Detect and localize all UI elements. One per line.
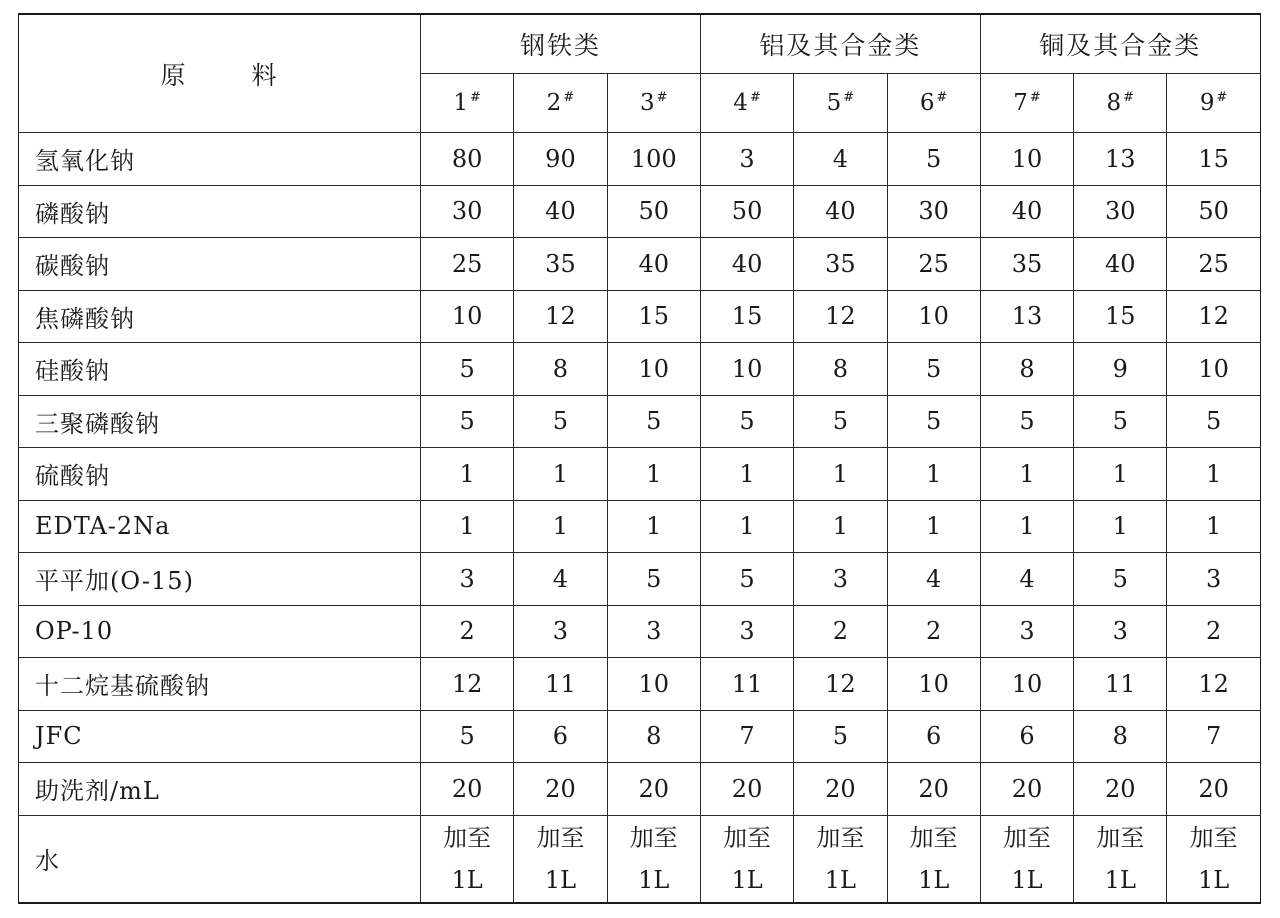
sample-header-4: [700, 74, 793, 133]
value-cell: 1: [887, 500, 980, 553]
value-cell: 10: [980, 658, 1073, 711]
table-row: [19, 710, 1261, 763]
value-line-1: 加至: [629, 823, 678, 852]
sample-number: 5: [826, 90, 842, 116]
value-cell: 10: [1167, 343, 1260, 396]
sample-number: 9: [1199, 90, 1215, 116]
value-cell: 5: [887, 133, 980, 186]
table-row: [19, 500, 1261, 553]
value-cell: 2: [421, 605, 514, 658]
value-cell: 3: [514, 605, 607, 658]
sample-header-8: [1074, 74, 1167, 133]
value-cell: 11: [514, 658, 607, 711]
value-cell: 6: [514, 710, 607, 763]
sample-mark: #: [563, 90, 575, 105]
value-cell: 20: [514, 763, 607, 816]
sample-header-5: [794, 74, 887, 133]
value-cell: 6: [887, 710, 980, 763]
value-cell: 3: [980, 605, 1073, 658]
value-cell: 30: [421, 185, 514, 238]
value-cell: 20: [1167, 763, 1260, 816]
value-cell: 30: [1074, 185, 1167, 238]
value-cell: 40: [514, 185, 607, 238]
table-row: [19, 238, 1261, 291]
sample-number: 6: [919, 90, 935, 116]
value-cell: 20: [607, 763, 700, 816]
material-name: 助洗剂/mL: [19, 763, 421, 816]
value-cell: 1: [980, 500, 1073, 553]
value-cell: 50: [1167, 185, 1260, 238]
table-row: [19, 395, 1261, 448]
sample-mark: #: [936, 90, 948, 105]
raw-material-header: [19, 14, 421, 133]
material-name: 碳酸钠: [19, 238, 421, 291]
value-cell: 12: [1167, 290, 1260, 343]
table-body: [19, 133, 1261, 903]
group-header-steel: 钢铁类: [421, 14, 701, 74]
value-cell: 1: [1167, 448, 1260, 501]
value-cell: 4: [514, 553, 607, 606]
table-row: [19, 185, 1261, 238]
value-cell: 15: [607, 290, 700, 343]
table-row: [19, 763, 1261, 816]
value-cell: 1: [1074, 500, 1167, 553]
value-cell: 5: [421, 395, 514, 448]
value-cell: 7: [700, 710, 793, 763]
value-cell: 1: [514, 448, 607, 501]
value-cell: 20: [794, 763, 887, 816]
value-cell: 100: [607, 133, 700, 186]
header-row-groups: [19, 14, 1261, 74]
value-cell: 40: [1074, 238, 1167, 291]
sample-mark: #: [1029, 90, 1041, 105]
value-cell: 10: [980, 133, 1073, 186]
value-line-1: 加至: [909, 823, 958, 852]
value-cell: 5: [794, 395, 887, 448]
value-cell: 35: [794, 238, 887, 291]
value-line-2: 1L: [544, 865, 577, 894]
value-cell: 8: [607, 710, 700, 763]
value-cell: 25: [887, 238, 980, 291]
value-cell: 9: [1074, 343, 1167, 396]
value-cell: [421, 815, 514, 903]
value-cell: 5: [607, 553, 700, 606]
value-cell: 5: [700, 395, 793, 448]
sample-number: 7: [1013, 90, 1028, 116]
value-cell: 15: [1167, 133, 1260, 186]
value-cell: 1: [887, 448, 980, 501]
sample-number: 2: [546, 90, 562, 116]
sample-mark: #: [470, 90, 481, 105]
value-line-1: 加至: [1096, 823, 1145, 852]
value-cell: 4: [794, 133, 887, 186]
value-cell: 2: [1167, 605, 1260, 658]
value-cell: 12: [1167, 658, 1260, 711]
value-cell: 30: [887, 185, 980, 238]
value-cell: 1: [794, 500, 887, 553]
value-cell: 3: [794, 553, 887, 606]
value-cell: 2: [794, 605, 887, 658]
value-cell: 5: [1167, 395, 1260, 448]
material-name: 水: [19, 815, 421, 903]
sample-mark: #: [843, 90, 855, 105]
value-cell: 1: [700, 500, 793, 553]
value-cell: 1: [421, 448, 514, 501]
value-cell: 1: [980, 448, 1073, 501]
value-cell: 35: [514, 238, 607, 291]
value-cell: [980, 815, 1073, 903]
raw-material-header-char2: 料: [251, 60, 279, 90]
value-cell: 3: [1167, 553, 1260, 606]
material-name: OP-10: [19, 605, 421, 658]
value-line-2: 1L: [638, 865, 670, 894]
value-cell: 5: [607, 395, 700, 448]
table-row: [19, 658, 1261, 711]
value-cell: 15: [1074, 290, 1167, 343]
sample-mark: #: [656, 90, 668, 105]
value-cell: 5: [700, 553, 793, 606]
sample-mark: #: [1123, 90, 1135, 105]
value-cell: 15: [700, 290, 793, 343]
material-name: 磷酸钠: [19, 185, 421, 238]
sample-mark: #: [749, 90, 761, 105]
value-cell: 50: [607, 185, 700, 238]
table-row: [19, 343, 1261, 396]
value-cell: 12: [794, 290, 887, 343]
table-row: [19, 605, 1261, 658]
raw-material-header-char1: 原: [160, 60, 188, 90]
value-cell: [887, 815, 980, 903]
value-line-1: 加至: [536, 823, 585, 852]
value-cell: 20: [887, 763, 980, 816]
value-cell: 90: [514, 133, 607, 186]
value-line-2: 1L: [451, 865, 483, 894]
material-name: 硫酸钠: [19, 448, 421, 501]
value-cell: 3: [421, 553, 514, 606]
sample-mark: #: [1216, 90, 1228, 105]
value-cell: 2: [887, 605, 980, 658]
value-cell: 50: [700, 185, 793, 238]
table-row: [19, 553, 1261, 606]
value-cell: 20: [421, 763, 514, 816]
value-cell: 5: [514, 395, 607, 448]
formula-table: [18, 13, 1261, 904]
value-cell: 12: [514, 290, 607, 343]
value-cell: 8: [794, 343, 887, 396]
sample-number: 1: [453, 90, 469, 116]
value-line-1: 加至: [723, 823, 772, 852]
value-cell: 5: [1074, 395, 1167, 448]
value-line-1: 加至: [1002, 823, 1051, 852]
value-cell: 1: [794, 448, 887, 501]
value-line-2: 1L: [824, 865, 856, 894]
value-cell: 1: [607, 500, 700, 553]
sample-number: 4: [733, 90, 748, 116]
value-cell: 3: [1074, 605, 1167, 658]
value-cell: 5: [887, 343, 980, 396]
value-line-2: 1L: [1104, 865, 1136, 894]
value-cell: [514, 815, 607, 903]
value-cell: 5: [421, 343, 514, 396]
sample-header-2: [514, 74, 607, 133]
table-row-water: [19, 815, 1261, 903]
value-cell: 1: [700, 448, 793, 501]
value-line-2: 1L: [1011, 865, 1043, 894]
value-cell: [1074, 815, 1167, 903]
value-cell: 12: [794, 658, 887, 711]
value-cell: 8: [514, 343, 607, 396]
value-cell: 10: [887, 290, 980, 343]
value-cell: 13: [1074, 133, 1167, 186]
value-cell: 40: [794, 185, 887, 238]
value-cell: 5: [887, 395, 980, 448]
sample-header-9: [1167, 74, 1260, 133]
value-cell: 1: [607, 448, 700, 501]
material-name: 平平加(O-15): [19, 553, 421, 606]
value-cell: 10: [607, 658, 700, 711]
value-cell: [1167, 815, 1260, 903]
value-line-2: 1L: [918, 865, 950, 894]
value-cell: 3: [607, 605, 700, 658]
material-name: 硅酸钠: [19, 343, 421, 396]
value-line-1: 加至: [816, 823, 865, 852]
value-cell: 10: [887, 658, 980, 711]
value-cell: 10: [421, 290, 514, 343]
value-cell: [607, 815, 700, 903]
value-cell: 5: [980, 395, 1073, 448]
sample-number: 8: [1106, 90, 1122, 116]
value-cell: 4: [887, 553, 980, 606]
sample-header-3: [607, 74, 700, 133]
sample-header-1: [421, 74, 514, 133]
value-cell: 20: [1074, 763, 1167, 816]
value-cell: 40: [607, 238, 700, 291]
value-cell: 20: [980, 763, 1073, 816]
value-cell: 13: [980, 290, 1073, 343]
value-cell: 40: [700, 238, 793, 291]
value-cell: 1: [1074, 448, 1167, 501]
value-cell: 1: [421, 500, 514, 553]
value-cell: 20: [700, 763, 793, 816]
value-cell: 3: [700, 605, 793, 658]
material-name: JFC: [19, 710, 421, 763]
value-cell: 12: [421, 658, 514, 711]
value-cell: 5: [794, 710, 887, 763]
sample-header-7: [980, 74, 1073, 133]
group-header-copper: 铜及其合金类: [980, 14, 1260, 74]
material-name: 三聚磷酸钠: [19, 395, 421, 448]
material-name: EDTA-2Na: [19, 500, 421, 553]
value-cell: 25: [421, 238, 514, 291]
value-cell: 25: [1167, 238, 1260, 291]
value-cell: 1: [1167, 500, 1260, 553]
material-name: 十二烷基硫酸钠: [19, 658, 421, 711]
value-line-2: 1L: [1197, 865, 1230, 894]
value-cell: 5: [1074, 553, 1167, 606]
value-cell: 40: [980, 185, 1073, 238]
value-cell: 8: [980, 343, 1073, 396]
value-cell: 1: [514, 500, 607, 553]
sample-header-6: [887, 74, 980, 133]
value-cell: 5: [421, 710, 514, 763]
value-line-2: 1L: [731, 865, 763, 894]
material-name: 焦磷酸钠: [19, 290, 421, 343]
table-row: [19, 290, 1261, 343]
value-cell: [700, 815, 793, 903]
value-cell: 11: [700, 658, 793, 711]
value-cell: 10: [607, 343, 700, 396]
value-cell: 6: [980, 710, 1073, 763]
value-cell: 4: [980, 553, 1073, 606]
sample-number: 3: [639, 90, 655, 116]
value-line-1: 加至: [443, 823, 492, 852]
value-cell: 3: [700, 133, 793, 186]
table-row: [19, 133, 1261, 186]
table-row: [19, 448, 1261, 501]
group-header-aluminum: 铝及其合金类: [700, 14, 980, 74]
value-cell: 35: [980, 238, 1073, 291]
material-name: 氢氧化钠: [19, 133, 421, 186]
value-cell: 11: [1074, 658, 1167, 711]
value-cell: 7: [1167, 710, 1260, 763]
value-cell: 10: [700, 343, 793, 396]
value-cell: 80: [421, 133, 514, 186]
value-cell: [794, 815, 887, 903]
value-line-1: 加至: [1189, 823, 1238, 852]
value-cell: 8: [1074, 710, 1167, 763]
